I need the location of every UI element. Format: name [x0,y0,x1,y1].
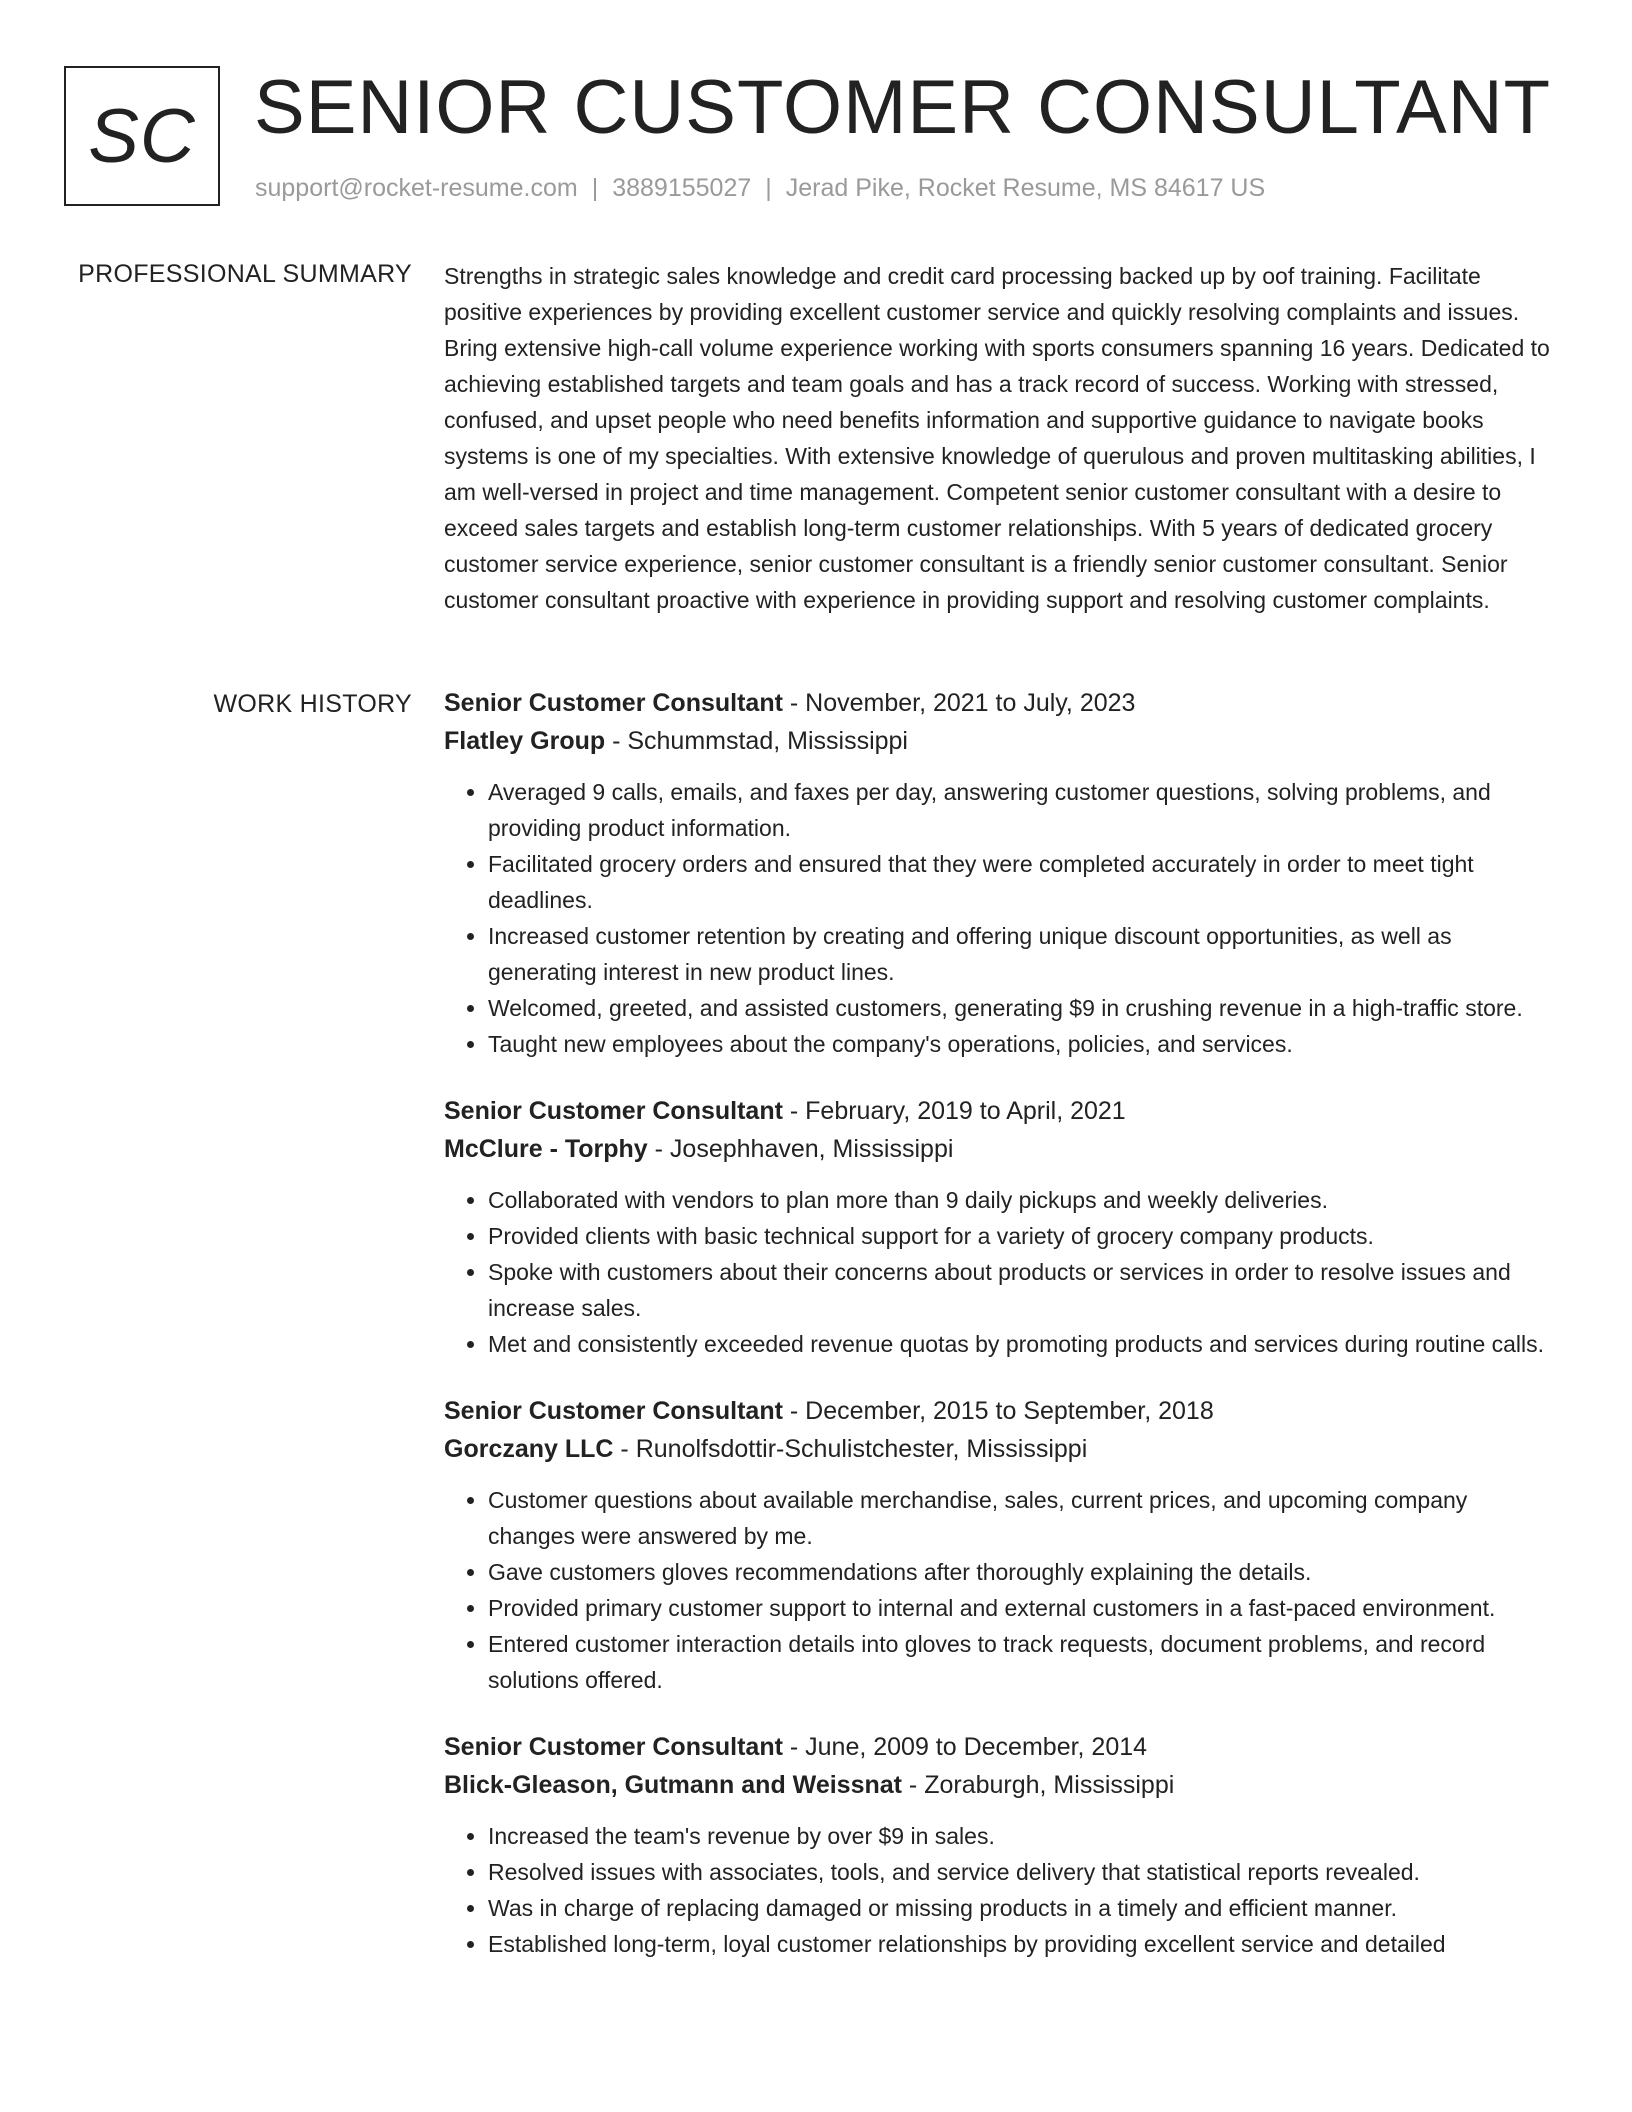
job-title-line [444,1392,1556,1430]
job-location: - Zoraburgh, Mississippi [901,1771,1175,1799]
contact-address: Jerad Pike, Rocket Resume, MS 84617 US [785,174,1266,202]
resume-title: SENIOR CUSTOMER CONSULTANT [254,65,1551,150]
job-bullet: • Averaged 9 calls, emails, and faxes per day, answering customer questions, solving problems, and providing product information. [488,774,1556,846]
job-title-line [444,1728,1556,1766]
job-title-line [444,684,1556,722]
monogram-logo: SC [64,66,220,206]
job-dates: - December, 2015 to September, 2018 [782,1397,1214,1425]
job-entry [444,1392,1556,1698]
job-bullet: • Was in charge of replacing damaged or missing products in a timely and efficient manner. [488,1890,1556,1926]
job-entry [444,1728,1556,1962]
contact-line [255,174,1265,203]
job-bullet: • Provided primary customer support to internal and external customers in a fast-paced environment. [488,1590,1556,1626]
job-bullet: • Increased the team's revenue by over $9 in sales. [488,1818,1556,1854]
job-bullet: • Customer questions about available merchandise, sales, current prices, and upcoming company changes were answered by me. [488,1482,1556,1554]
job-bullet: • Entered customer interaction details into gloves to track requests, document problems, and record solutions offered. [488,1626,1556,1698]
summary-label: PROFESSIONAL SUMMARY [78,260,412,288]
job-bullet: • Collaborated with vendors to plan more than 9 daily pickups and weekly deliveries. [488,1182,1556,1218]
job-bullet: • Provided clients with basic technical support for a variety of grocery company products. [488,1218,1556,1254]
job-company-line [444,1766,1556,1804]
job-company: Flatley Group [444,727,606,755]
job-location: - Josephhaven, Mississippi [647,1135,954,1163]
job-title: Senior Customer Consultant [444,1733,783,1761]
job-company: Blick-Gleason, Gutmann and Weissnat [444,1771,902,1799]
job-bullet: • Gave customers gloves recommendations after thoroughly explaining the details. [488,1554,1556,1590]
job-bullet: • Spoke with customers about their concerns about products or services in order to resolve issues and increase sales. [488,1254,1556,1326]
job-company: McClure - Torphy [444,1135,648,1163]
job-entry [444,684,1556,1062]
job-location: - Runolfsdottir-Schulistchester, Mississippi [613,1435,1088,1463]
job-bullet-list [444,774,1556,1062]
job-bullet: • Established long-term, loyal customer relationships by providing excellent service and detailed [488,1926,1556,1962]
job-bullet: • Facilitated grocery orders and ensured that they were completed accurately in order to meet tight deadlines. [488,846,1556,918]
job-title: Senior Customer Consultant [444,689,783,717]
job-entry [444,1092,1556,1362]
job-title: Senior Customer Consultant [444,1097,783,1125]
job-company-line [444,722,1556,760]
job-bullet: • Increased customer retention by creating and offering unique discount opportunities, as well as generating interest in new product lines. [488,918,1556,990]
job-title-line [444,1092,1556,1130]
job-bullet-list [444,1482,1556,1698]
summary-text: Strengths in strategic sales knowledge and credit card processing backed up by oof training. Facilitate positive experiences by providing excellent customer service and quickly resolving complaints and issues. Bring extensive high-call volume experience working with sports consumers spanning 16 years. Dedicated to achieving established targets and team goals and has a track record of success. Working with stressed, confused, and upset people who need benefits information and supportive guidance to navigate books systems is one of my specialties. With extensive knowledge of querulous and proven multitasking abilities, I am well-versed in project and time management. Competent senior customer consultant with a desire to exceed sales targets and establish long-term customer relationships. With 5 years of dedicated grocery customer service experience, senior customer consultant is a friendly senior customer consultant. Senior customer consultant proactive with experience in providing support and resolving customer complaints. [444,263,1550,613]
contact-phone: 3889155027 [612,174,752,202]
contact-email: support@rocket-resume.com [255,174,578,202]
job-company: Gorczany LLC [444,1435,614,1463]
work-history-label: WORK HISTORY [213,690,412,718]
resume-header [64,66,1584,216]
contact-separator: | [765,174,772,202]
job-bullet: • Welcomed, greeted, and assisted customers, generating $9 in crushing revenue in a high-traffic store. [488,990,1556,1026]
job-bullet-list [444,1818,1556,1962]
job-dates: - June, 2009 to December, 2014 [782,1733,1148,1761]
job-company-line [444,1430,1556,1468]
summary-body [444,258,1556,618]
job-bullet: • Resolved issues with associates, tools, and service delivery that statistical reports revealed. [488,1854,1556,1890]
work-history-body [444,684,1556,1992]
job-location: - Schummstad, Mississippi [605,727,908,755]
contact-separator: | [591,174,599,202]
job-title: Senior Customer Consultant [444,1397,783,1425]
job-dates: - November, 2021 to July, 2023 [782,689,1136,717]
job-company-line [444,1130,1556,1168]
job-bullet-list [444,1182,1556,1362]
job-dates: - February, 2019 to April, 2021 [782,1097,1126,1125]
job-bullet: • Taught new employees about the company's operations, policies, and services. [488,1026,1556,1062]
job-bullet: • Met and consistently exceeded revenue quotas by promoting products and services during routine calls. [488,1326,1556,1362]
